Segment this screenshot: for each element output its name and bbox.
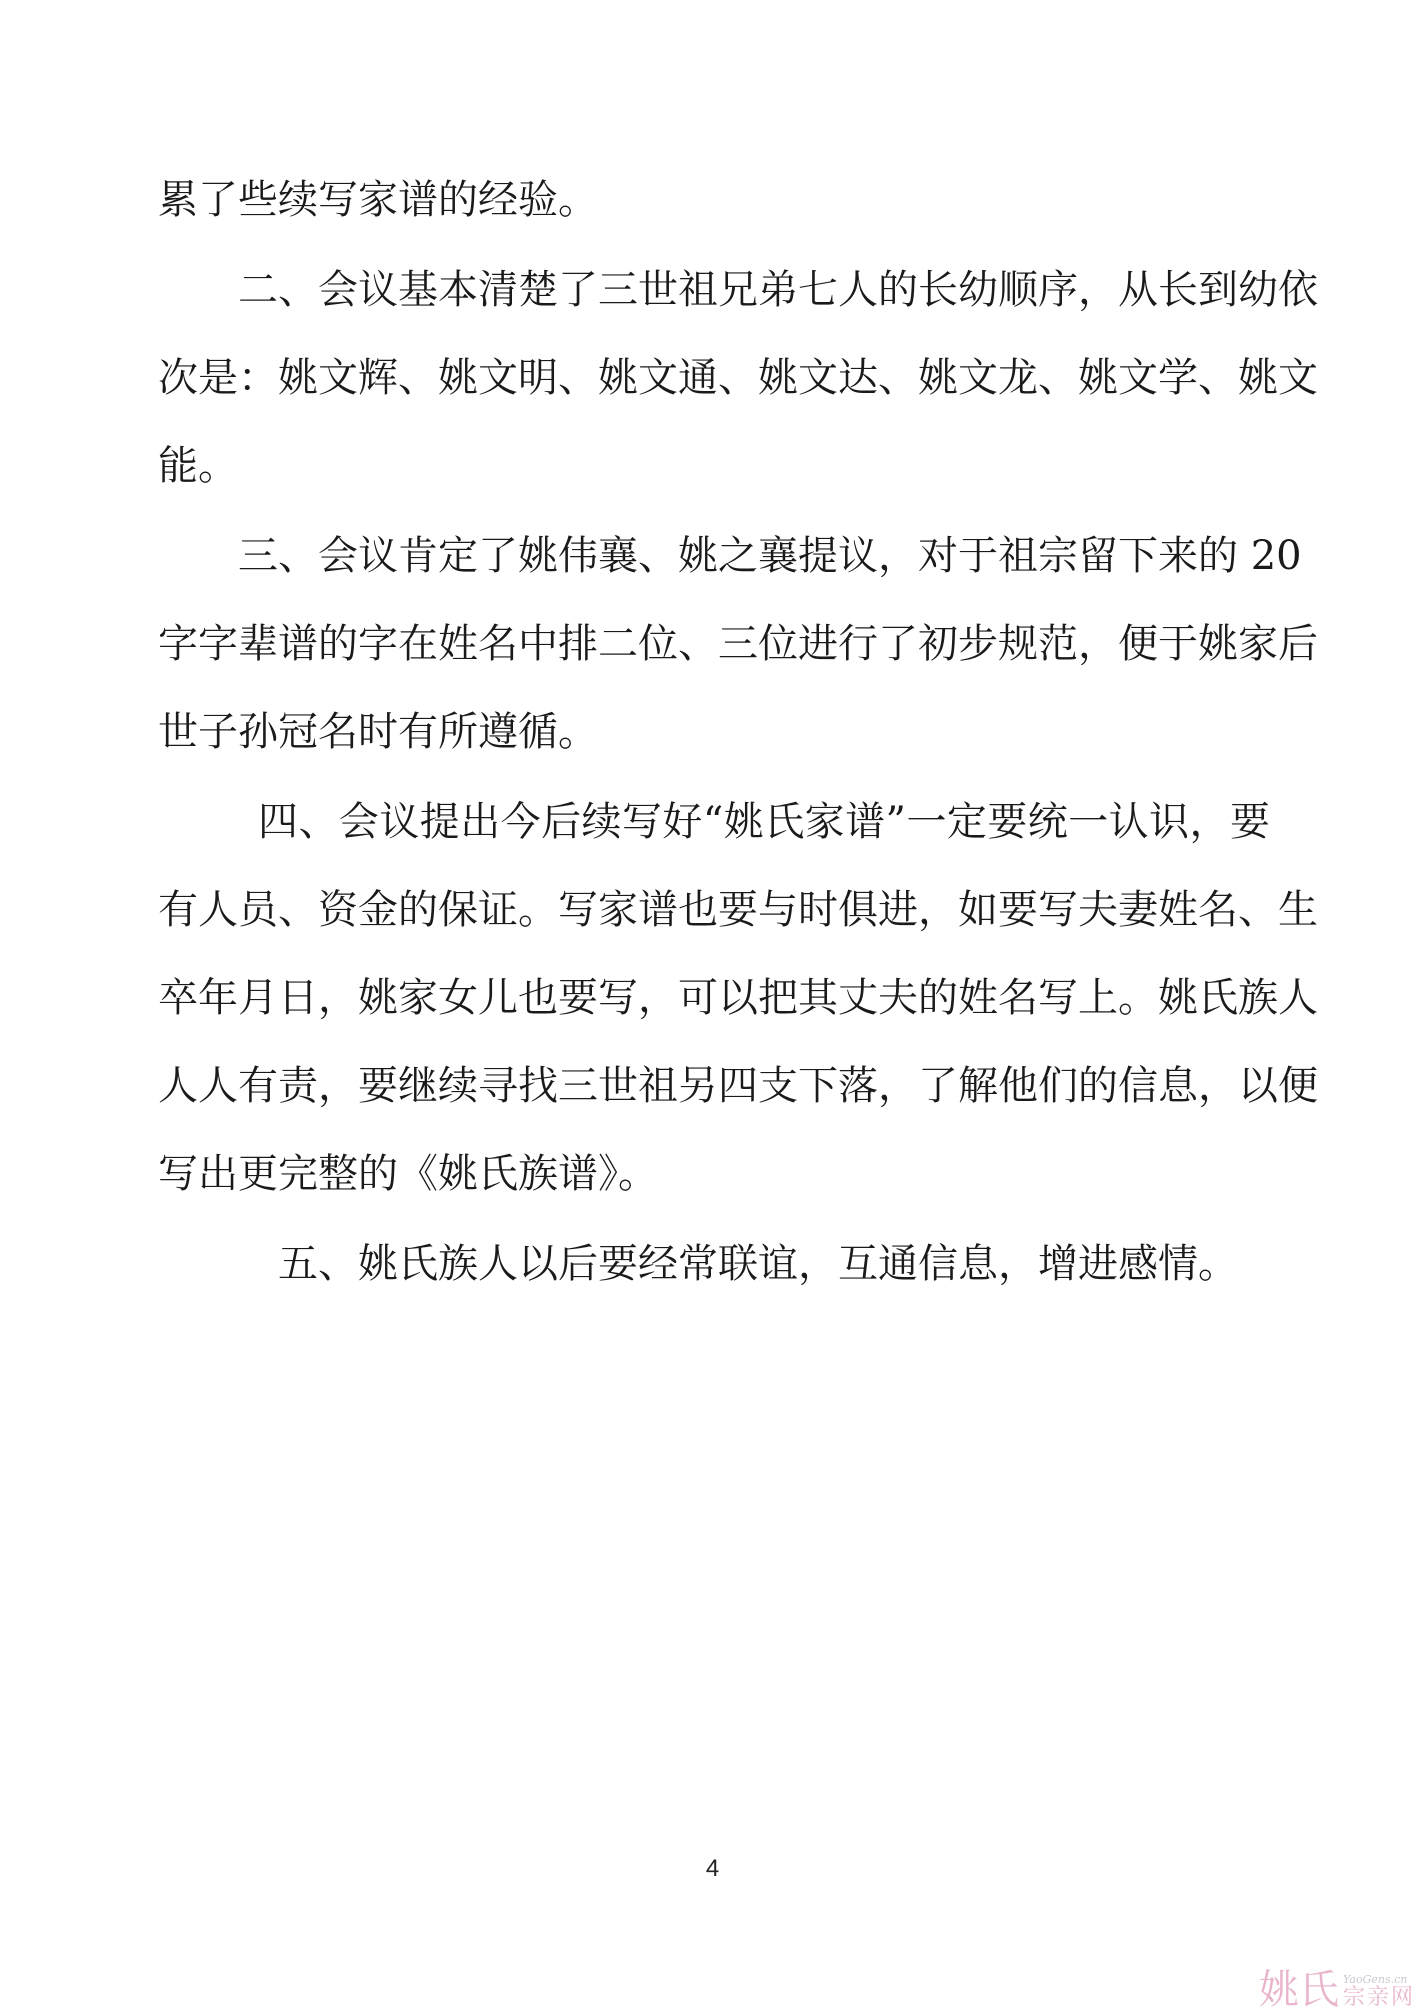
watermark-right [1343, 1974, 1415, 2010]
page-number: 4 [705, 1855, 720, 1882]
paragraph-4-line-2: 有人员、资金的保证。写家谱也要与时俱进，如要写夫妻姓名、生 [158, 887, 1318, 933]
paragraph-2-line-3: 能。 [158, 443, 238, 489]
paragraph-4-line-3: 卒年月日，姚家女儿也要写，可以把其丈夫的姓名写上。姚氏族人 [158, 975, 1318, 1021]
paragraph-line-1: 累了些续写家谱的经验。 [158, 177, 598, 223]
watermark-big-text: 姚氏 [1258, 1967, 1339, 2013]
watermark-logo [1258, 1967, 1415, 2013]
watermark-url: YaoGens.cn [1342, 1973, 1408, 1986]
paragraph-3-line-2: 字字辈谱的字在姓名中排二位、三位进行了初步规范，便于姚家后 [158, 621, 1318, 667]
paragraph-3-line-1: 三、会议肯定了姚伟襄、姚之襄提议，对于祖宗留下来的 20 [238, 533, 1302, 579]
paragraph-4-line-5: 写出更完整的《姚氏族谱》。 [158, 1151, 658, 1197]
paragraph-2-line-2: 次是：姚文辉、姚文明、姚文通、姚文达、姚文龙、姚文学、姚文 [158, 355, 1318, 401]
paragraph-2-line-1: 二、会议基本清楚了三世祖兄弟七人的长幼顺序，从长到幼依 [238, 267, 1318, 313]
watermark-small-text: 宗亲网 [1342, 1985, 1415, 2010]
paragraph-3-line-3: 世子孙冠名时有所遵循。 [158, 709, 598, 755]
paragraph-4-line-1: 四、会议提出今后续写好“姚氏家谱”一定要统一认识，要 [258, 799, 1270, 845]
paragraph-5-line-1: 五、姚氏族人以后要经常联谊，互通信息，增进感情。 [278, 1241, 1238, 1287]
paragraph-4-line-4: 人人有责，要继续寻找三世祖另四支下落，了解他们的信息，以便 [158, 1063, 1318, 1109]
